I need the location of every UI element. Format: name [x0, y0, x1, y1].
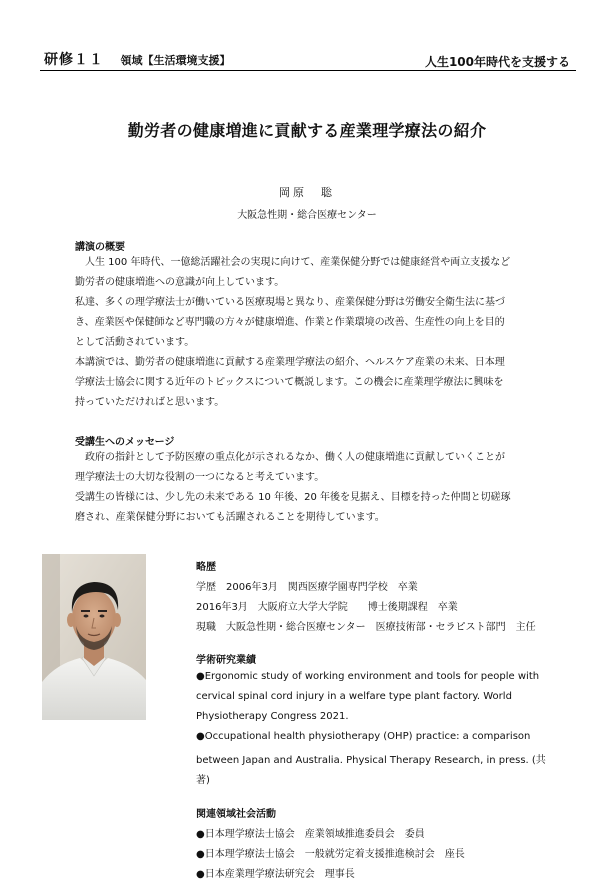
career-line: 学歴 2006年3月 関西医療学園専門学校 卒業	[196, 582, 418, 593]
course-header	[44, 49, 231, 69]
author-name: 岡原 聡	[279, 186, 335, 199]
course-domain: 領域【生活環境支援】	[120, 54, 231, 67]
course-theme: 人生100年時代を支援する	[424, 55, 570, 69]
activity-line: ●日本産業理学療法研究会 理事長	[196, 869, 355, 880]
author-affiliation: 大阪急性期・総合医療センター	[237, 210, 377, 221]
overview-line: として活動されています。	[75, 337, 195, 348]
achievement-line: ●Occupational health physiotherapy (OHP) practice: a comparison	[196, 731, 531, 742]
lecture-title: 勤労者の健康増進に貢献する産業理学療法の紹介	[127, 121, 487, 140]
career-heading: 略歴	[196, 562, 216, 573]
career-line: 現職 大阪急性期・総合医療センター 医療技術部・セラピスト部門 主任	[196, 622, 536, 633]
course-code: 研修１１	[44, 52, 104, 68]
overview-line: き、産業医や保健師など専門職の方々が健康増進、作業と作業環境の改善、生産性の向上を目的	[75, 317, 505, 328]
overview-line: 学療法士協会に関する近年のトピックスについて概説します。この機会に産業理学療法に興味を	[75, 377, 504, 388]
message-line: 磨され、産業保健分野においても活躍されることを期待しています。	[75, 512, 385, 523]
achievements-heading: 学術研究業績	[196, 655, 256, 666]
overview-line: 私達、多くの理学療法士が働いている医療現場と異なり、産業保健分野は労働安全衛生法に基づ	[75, 297, 505, 308]
career-line: 2016年3月 大阪府立大学大学院 博士後期課程 卒業	[196, 602, 458, 613]
message-heading: 受講生へのメッセージ	[75, 437, 175, 448]
author-photo	[42, 554, 146, 720]
header-divider	[40, 70, 576, 71]
achievement-line: Physiotherapy Congress 2021.	[196, 711, 349, 722]
message-line: 理学療法士の大切な役割の一つになると考えています。	[75, 472, 325, 483]
message-line: 政府の指針として予防医療の重点化が示されるなか、働く人の健康増進に貢献していくことが	[75, 452, 505, 463]
overview-line: 勤労者の健康増進への意識が向上しています。	[75, 277, 285, 288]
overview-line: 本講演では、勤労者の健康増進に貢献する産業理学療法の紹介、ヘルスケア産業の未来、日本理	[75, 357, 505, 368]
achievement-line: 著)	[196, 775, 210, 786]
overview-line: 人生 100 年時代、一億総活躍社会の実現に向けて、産業保健分野では健康経営や両立支援など	[75, 257, 511, 268]
activity-line: ●日本理学療法士協会 産業領域推進委員会 委員	[196, 829, 425, 840]
overview-line: 持っていただければと思います。	[75, 397, 225, 408]
achievement-line: cervical spinal cord injury in a welfare type plant factory. World	[196, 691, 512, 702]
activity-line: ●日本理学療法士協会 一般就労定着支援推進検討会 座長	[196, 849, 465, 860]
achievement-line: between Japan and Australia. Physical Therapy Research, in press. (共	[196, 755, 546, 766]
message-line: 受講生の皆様には、少し先の未来である 10 年後、20 年後を見据え、目標を持った仲間と切磋琢	[75, 492, 511, 503]
overview-heading: 講演の概要	[75, 242, 125, 253]
achievement-line: ●Ergonomic study of working environment and tools for people with	[196, 671, 540, 682]
activities-heading: 関連領域社会活動	[196, 809, 276, 820]
